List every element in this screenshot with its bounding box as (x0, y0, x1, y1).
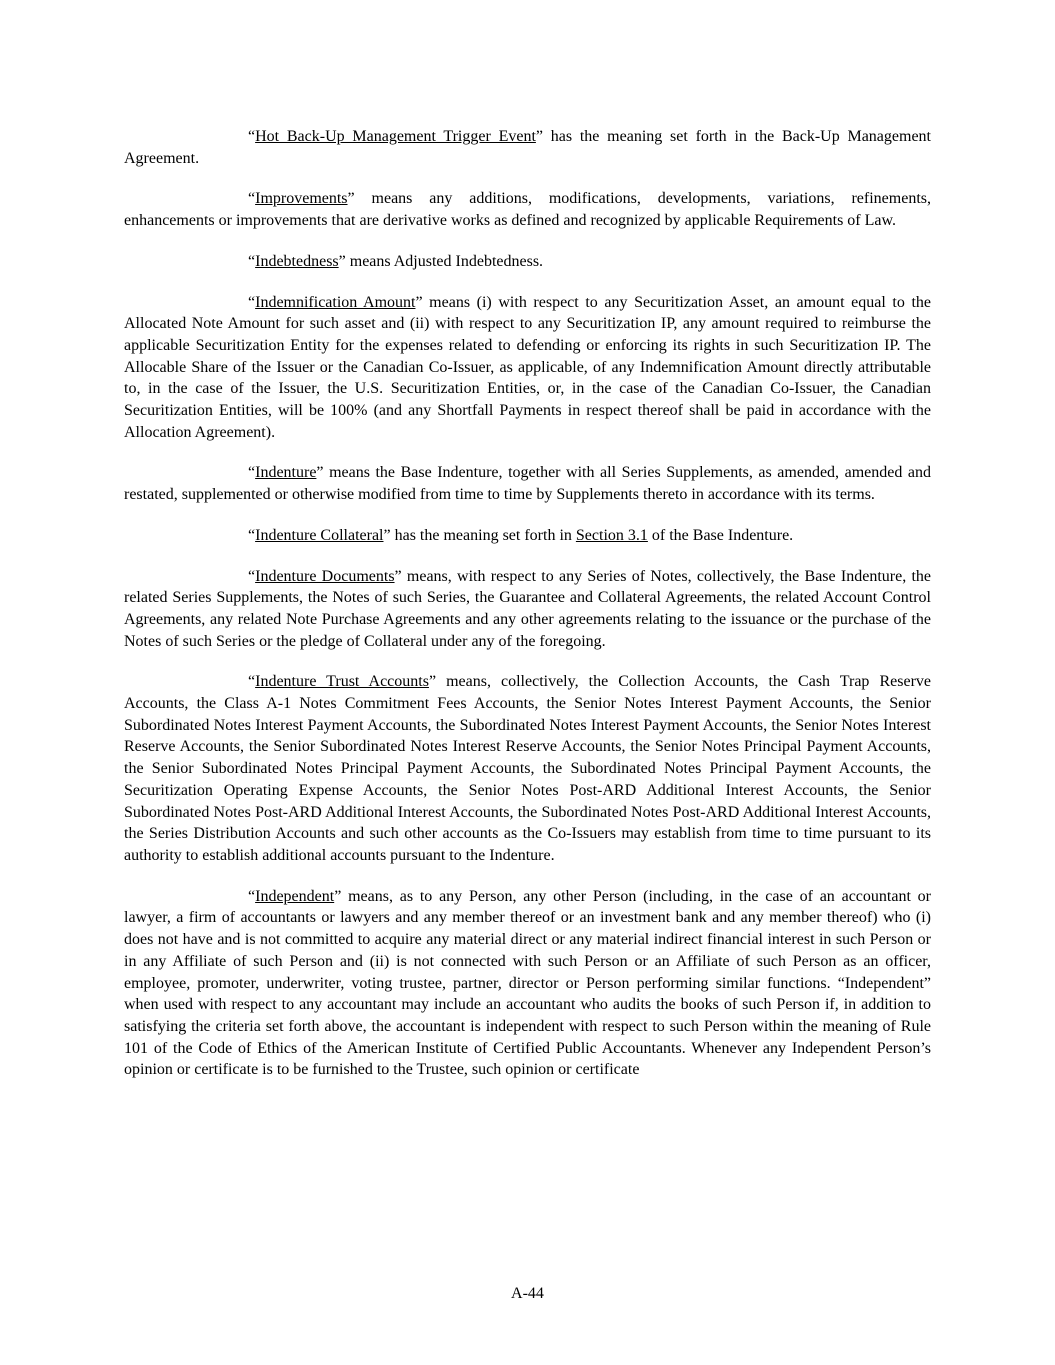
definition-indebtedness (124, 251, 931, 273)
definition-text: ” has the meaning set forth in the Back-Up Management Agreement. (124, 128, 932, 167)
open-quote: “ (248, 252, 256, 270)
open-quote: “ (248, 293, 256, 311)
definition-text: ” means the Base Indenture, together with all Series Supplements, as amended, amended and restated, supplemented or otherwise modified from time to time by Supplements thereto in accordance with its terms. (124, 464, 931, 504)
definition-text: ” means, with respect to any Series of Notes, collectively, the Base Indenture, the related Series Supplements, the Notes of such Series, the Guarantee and Collateral Agreements, the related Account Control Agreements, any related Note Purchase Agreements and any other agreements relating to the issuance or the purchase of the Notes of such Series or the pledge of Collateral under any of the foregoing. (124, 567, 931, 650)
definition-indemnification-amount (124, 292, 931, 444)
document-body (124, 126, 931, 1081)
defined-term: Indenture Collateral (255, 526, 384, 544)
definition-text: ” means Adjusted Indebtedness. (338, 252, 544, 270)
open-quote: “ (248, 887, 256, 905)
definition-hot-back-up-management-trigger-event (124, 126, 931, 169)
definition-indenture-trust-accounts (124, 671, 931, 866)
open-quote: “ (248, 464, 256, 482)
defined-term: Indemnification Amount (255, 293, 416, 311)
definition-text: ” has the meaning set forth in (383, 526, 576, 544)
definition-text-end: of the Base Indenture. (647, 526, 794, 544)
definition-indenture-collateral (124, 525, 931, 547)
open-quote: “ (248, 673, 256, 691)
definition-text: ” means, collectively, the Collection Accounts, the Cash Trap Reserve Accounts, the Class A-1 Notes Commitment Fees Accounts, the Senior Notes Interest Payment Accounts, the Senior Subordinated Notes Interest Payment Accounts, the Subordinated Notes Interest Payment Accounts, the Senior Notes Interest Reserve Accounts, the Senior Subordinated Notes Interest Reserve Accounts, the Senior Notes Principal Payment Accounts, the Senior Subordinated Notes Principal Payment Accounts, the Subordinated Notes Principal Payment Accounts, the Securitization Operating Expense Accounts, the Senior Notes Post-ARD Additional Interest Accounts, the Senior Subordinated Notes Post-ARD Additional Interest Accounts, the Subordinated Notes Post-ARD Additional Interest Accounts, the Series Distribution Accounts and such other accounts as the Co-Issuers may establish from time to time pursuant to its authority to establish additional accounts pursuant to the Indenture. (124, 673, 931, 864)
open-quote: “ (248, 526, 256, 544)
definition-indenture-documents (124, 566, 931, 653)
definition-improvements (124, 188, 931, 231)
open-quote: “ (248, 128, 256, 145)
section-reference: Section 3.1 (575, 526, 648, 544)
definition-text: ” means, as to any Person, any other Person (including, in the case of an accountant or lawyer, a firm of accountants or lawyers and any member thereof or an investment bank and any member thereof) who (i) does not have and is not committed to acquire any material direct or any material indirect financial interest in such Person or in any Affiliate of such Person and (ii) is not connected with such Person or an Affiliate of such Person as an officer, employee, promoter, underwriter, voting trustee, partner, director or Person performing similar functions. “Independent” when used with respect to any accountant may include an accountant who audits the books of such Person if, in addition to satisfying the criteria set forth above, the accountant is independent with respect to such Person within the meaning of Rule 101 of the Code of Ethics of the American Institute of Certified Public Accountants. Whenever any Independent Person’s opinion or certificate is to be furnished to the Trustee, such opinion or certificate (124, 887, 931, 1079)
open-quote: “ (248, 190, 256, 208)
defined-term: Hot Back-Up Management Trigger Event (255, 128, 536, 145)
defined-term: Indenture Documents (255, 567, 395, 585)
page-number: A-44 (511, 1285, 544, 1302)
defined-term: Indenture (255, 464, 317, 482)
defined-term: Indenture Trust Accounts (255, 673, 429, 691)
defined-term: Improvements (255, 190, 348, 208)
definition-independent (124, 886, 931, 1081)
definition-text: ” means any additions, modifications, developments, variations, refinements, enhancements or improvements that are derivative works as defined and recognized by applicable Requirements of Law. (124, 190, 931, 230)
open-quote: “ (248, 567, 256, 585)
defined-term: Indebtedness (255, 252, 339, 270)
definition-indenture (124, 462, 931, 505)
defined-term: Independent (255, 887, 335, 905)
definition-text: ” means (i) with respect to any Securitization Asset, an amount equal to the Allocated Note Amount for such asset and (ii) with respect to any Securitization IP, any amount required to reimburse the applicable Securitization Entity for the expenses related to defending or enforcing its rights in such Securitization IP. The Allocable Share of the Issuer or the Canadian Co-Issuer, as applicable, of any Indemnification Amount directly attributable to, in the case of the Issuer, the U.S. Securitization Entities, or, in the case of the Canadian Co-Issuer, the Canadian Securitization Entities, will be 100% (and any Shortfall Payments in respect thereof shall be paid in accordance with the Allocation Agreement). (124, 293, 932, 441)
